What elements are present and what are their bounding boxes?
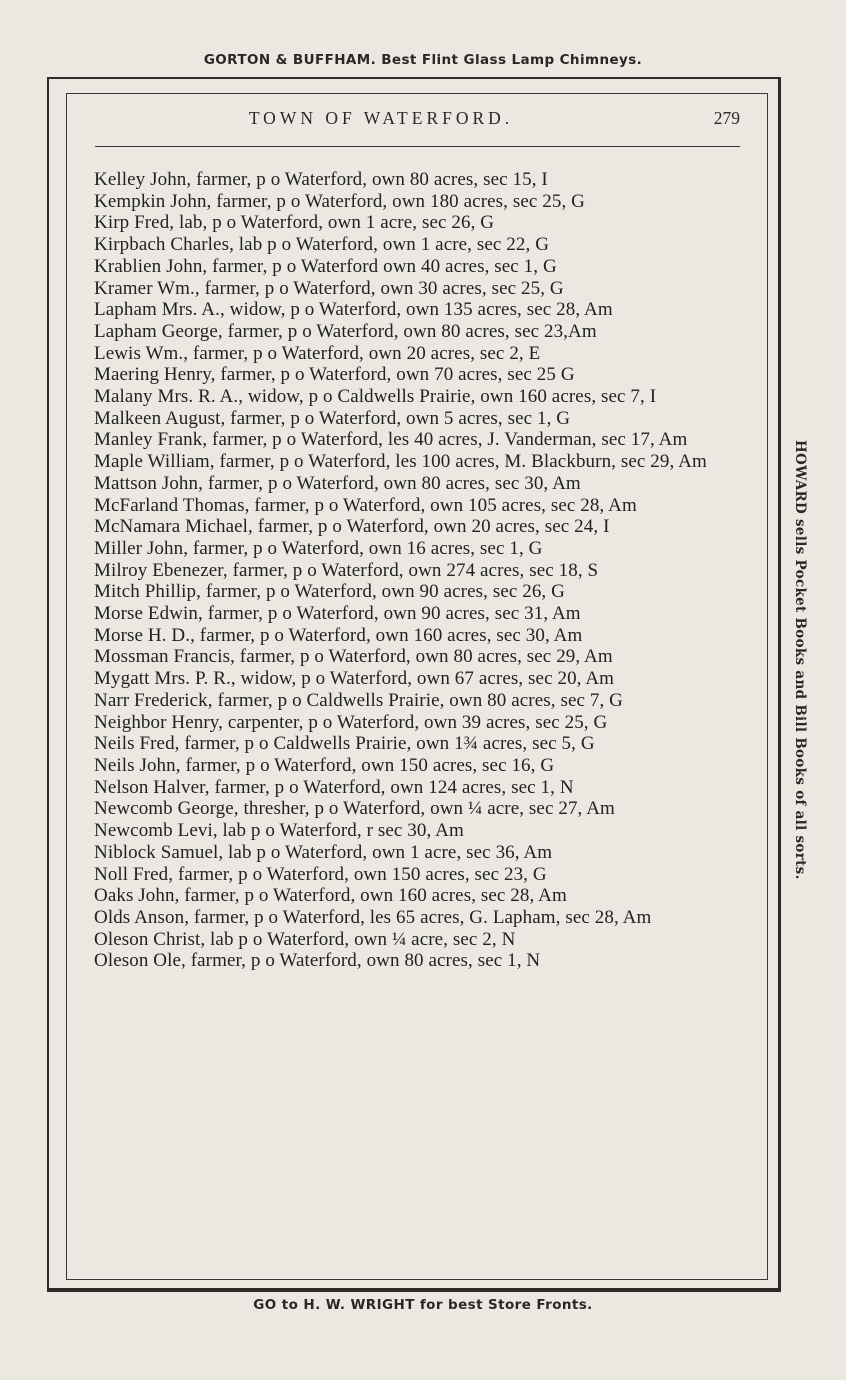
directory-entry: Krablien John, farmer, p o Waterford own 40 acres, sec 1, G [94,255,557,277]
directory-entry: Neils John, farmer, p o Waterford, own 150 acres, sec 16, G [94,754,555,776]
page-number: 279 [713,108,740,128]
directory-entry: Neils Fred, farmer, p o Caldwells Prairie, own 1¾ acres, sec 5, G [94,733,595,755]
directory-entry: Newcomb Levi, lab p o Waterford, r sec 30, Am [94,820,464,842]
directory-entry: Milroy Ebenezer, farmer, p o Waterford, own 274 acres, sec 18, S [94,559,599,581]
directory-entry: Oleson Ole, farmer, p o Waterford, own 80 acres, sec 1, N [94,950,541,972]
directory-entry: Manley Frank, farmer, p o Waterford, les 40 acres, J. Vanderman, sec 17, Am [94,429,688,451]
directory-entry: Maering Henry, farmer, p o Waterford, own 70 acres, sec 25 G [94,364,575,386]
directory-entry: Kempkin John, farmer, p o Waterford, own 180 acres, sec 25, G [94,190,585,212]
directory-entry: Oleson Christ, lab p o Waterford, own ¼ acre, sec 2, N [94,928,516,950]
directory-entry: Malany Mrs. R. A., widow, p o Caldwells Prairie, own 160 acres, sec 7, I [94,386,657,408]
directory-entry: Nelson Halver, farmer, p o Waterford, own 124 acres, sec 1, N [94,776,574,798]
directory-entry: Mossman Francis, farmer, p o Waterford, own 80 acres, sec 29, Am [94,646,613,668]
directory-entry: Morse H. D., farmer, p o Waterford, own 160 acres, sec 30, Am [94,624,583,646]
directory-entry: Kirp Fred, lab, p o Waterford, own 1 acre, sec 26, G [94,212,495,234]
directory-entry: Kelley John, farmer, p o Waterford, own 80 acres, sec 15, I [94,169,548,190]
header-divider [95,146,740,147]
directory-entry: Morse Edwin, farmer, p o Waterford, own 90 acres, sec 31, Am [94,603,581,625]
directory-entry: Noll Fred, farmer, p o Waterford, own 150 acres, sec 23, G [94,863,547,885]
page-title: TOWN OF WATERFORD. [248,108,514,128]
directory-entry: Kramer Wm., farmer, p o Waterford, own 30 acres, sec 25, G [94,277,564,299]
directory-entry: Lewis Wm., farmer, p o Waterford, own 20 acres, sec 2, E [94,342,541,364]
directory-entry: Mattson John, farmer, p o Waterford, own 80 acres, sec 30, Am [94,472,581,494]
directory-entry: Newcomb George, thresher, p o Waterford, own ¼ acre, sec 27, Am [94,798,615,820]
directory-entry: Niblock Samuel, lab p o Waterford, own 1 acre, sec 36, Am [94,841,553,863]
directory-entry: Malkeen August, farmer, p o Waterford, own 5 acres, sec 1, G [94,407,571,429]
directory-entry: Kirpbach Charles, lab p o Waterford, own 1 acre, sec 22, G [94,234,550,256]
directory-entry: Miller John, farmer, p o Waterford, own 16 acres, sec 1, G [94,537,543,559]
directory-entry: Narr Frederick, farmer, p o Caldwells Prairie, own 80 acres, sec 7, G [94,689,623,711]
directory-entry: Neighbor Henry, carpenter, p o Waterford, own 39 acres, sec 25, G [94,711,608,733]
directory-entry: McFarland Thomas, farmer, p o Waterford, own 105 acres, sec 28, Am [94,494,637,516]
directory-entry: Olds Anson, farmer, p o Waterford, les 65 acres, G. Lapham, sec 28, Am [94,906,652,928]
directory-entry: Lapham Mrs. A., widow, p o Waterford, own 135 acres, sec 28, Am [94,299,613,321]
directory-entry: Mygatt Mrs. P. R., widow, p o Waterford, own 67 acres, sec 20, Am [94,668,615,690]
directory-entry: Mitch Phillip, farmer, p o Waterford, own 90 acres, sec 26, G [94,581,565,603]
top-advertisement: GORTON & BUFFHAM. Best Flint Glass Lamp Chimneys. [203,52,643,68]
bottom-advertisement: GO to H. W. WRIGHT for best Store Fronts. [253,1297,593,1313]
directory-entry: McNamara Michael, farmer, p o Waterford, own 20 acres, sec 24, I [94,516,610,538]
directory-entry: Lapham George, farmer, p o Waterford, own 80 acres, sec 23,Am [94,320,597,342]
directory-entry: Maple William, farmer, p o Waterford, les 100 acres, M. Blackburn, sec 29, Am [94,451,707,473]
directory-entry: Oaks John, farmer, p o Waterford, own 160 acres, sec 28, Am [94,885,567,907]
directory-entry-list [94,169,739,972]
side-advertisement: HOWARD sells Pocket Books and Bill Books of all sorts. [792,440,808,880]
